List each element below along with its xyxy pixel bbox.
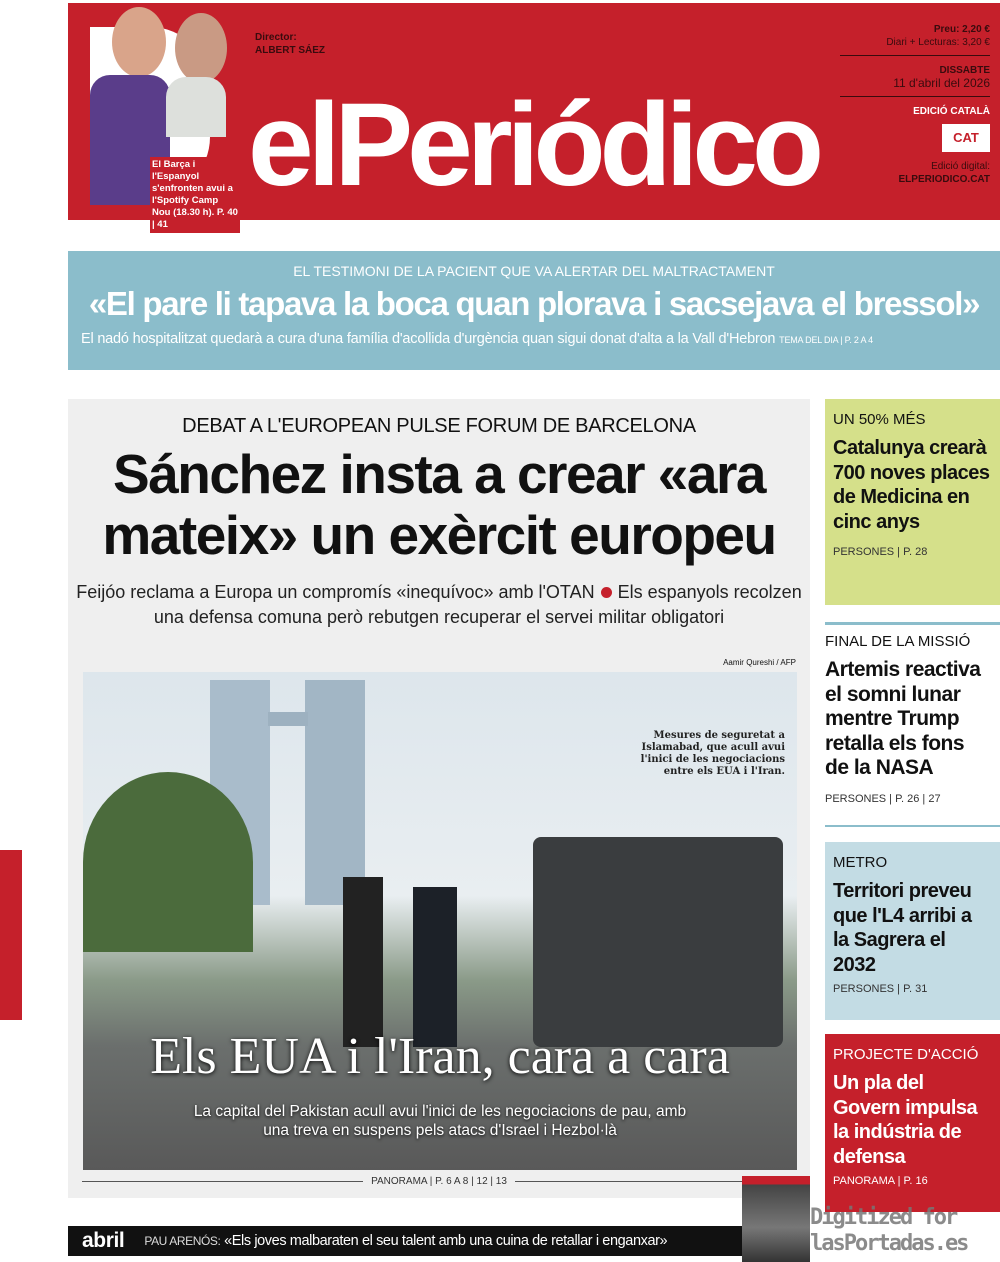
digital-label: Edició digital: xyxy=(931,161,990,172)
photo-subheadline: La capital del Pakistan acull avui l'inici de les negociacions de pau, amb una treva en suspens pels atacs d'Israel i Hezbol·là xyxy=(193,1103,687,1139)
page-ref: TEMA DEL DIA | P. 2 A 4 xyxy=(779,335,873,345)
price-bundle: Diari + Lecturas: 3,20 € xyxy=(886,37,990,48)
subheadline-text: El nadó hospitalitzat quedarà a cura d'una família d'acollida d'urgència quan sigui donat d'alta a la Vall d'Hebron xyxy=(81,331,776,347)
page-ref: PERSONES | P. 26 | 27 xyxy=(825,792,941,805)
director-name: ALBERT SÁEZ xyxy=(255,45,325,56)
masthead xyxy=(68,3,1000,230)
author: PAU ARENÓS: xyxy=(144,1234,221,1248)
side-story-defensa[interactable] xyxy=(825,1034,1000,1212)
subheadline xyxy=(68,331,1000,347)
kicker: METRO xyxy=(833,854,888,871)
bullet-icon xyxy=(601,587,612,598)
side-story-medicina[interactable] xyxy=(825,399,1000,605)
lead-photo[interactable] xyxy=(83,672,797,1170)
edition-info xyxy=(840,23,990,186)
director xyxy=(255,31,325,57)
kicker: FINAL DE LA MISSIÓ xyxy=(825,633,971,650)
logo[interactable]: elPeriódico xyxy=(248,79,819,211)
headline[interactable]: «El pare li tapava la boca quan plorava i sacsejava el bressol» xyxy=(88,285,980,322)
director-label: Director: xyxy=(255,32,297,43)
photo-headline[interactable]: Els EUA i l'Iran, cara a cara xyxy=(150,1028,730,1085)
kicker: UN 50% MÉS xyxy=(833,411,926,428)
headline[interactable]: Sánchez insta a crear «ara mateix» un exèrcit europeu xyxy=(102,443,776,566)
date: 11 d'abril del 2026 xyxy=(893,76,990,90)
left-red-bar xyxy=(0,850,22,1020)
headline[interactable]: Un pla del Govern impulsa la indústria de defensa xyxy=(833,1072,978,1168)
magazine-cover[interactable] xyxy=(742,1176,810,1262)
page-ref: PANORAMA | P. 16 xyxy=(833,1175,928,1187)
kicker: EL TESTIMONI DE LA PACIENT QUE VA ALERTAR DEL MALTRACTAMENT xyxy=(293,263,775,279)
photo-credit: Aamir Qureshi / AFP xyxy=(723,658,796,667)
lead-story xyxy=(68,399,810,1198)
side-story-artemis[interactable] xyxy=(825,622,1000,827)
weekday: DISSABTE xyxy=(939,65,990,76)
edition: EDICIÓ CATALÀ xyxy=(913,106,990,117)
top-story-band[interactable] xyxy=(68,251,1000,370)
divider xyxy=(840,96,990,97)
page-ref xyxy=(82,1176,796,1187)
headline[interactable]: Catalunya crearà 700 noves places de Medicina en cinc anys xyxy=(833,437,990,533)
page-ref: PERSONES | P. 28 xyxy=(833,546,928,558)
kicker: PROJECTE D'ACCIÓ xyxy=(833,1046,979,1063)
digital-url[interactable]: ELPERIODICO.CAT xyxy=(898,174,990,185)
side-story-metro[interactable] xyxy=(825,842,1000,1020)
brand: abril xyxy=(82,1229,125,1252)
photo-caption[interactable]: El Barça i l'Espanyol s'enfronten avui a l'Spotify Camp Nou (18.30 h). P. 40 | 41 xyxy=(150,157,240,233)
watermark: Digitized for lasPortadas.es xyxy=(810,1205,968,1256)
headline[interactable]: Artemis reactiva el somni lunar mentre Trump retalla els fons de la NASA xyxy=(825,658,981,779)
page-ref: PERSONES | P. 31 xyxy=(833,983,928,995)
page-ref-text: PANORAMA | P. 6 A 8 | 12 | 13 xyxy=(371,1176,507,1187)
kicker: DEBAT A L'EUROPEAN PULSE FORUM DE BARCELONA xyxy=(182,415,696,437)
edition-badge[interactable]: CAT xyxy=(942,124,990,152)
subheadline xyxy=(68,580,810,630)
bottom-promo[interactable] xyxy=(68,1226,745,1256)
sub-1: Feijóo reclama a Europa un compromís «inequívoc» amb l'OTAN xyxy=(76,582,595,602)
divider xyxy=(840,55,990,56)
photo-caption: Mesures de seguretat a Islamabad, que acull avui l'inici de les negociacions entre els EUA i l'Iran. xyxy=(640,730,785,777)
price: Preu: 2,20 € xyxy=(933,24,990,35)
quote[interactable]: «Els joves malbaraten el seu talent amb una cuina de retallar i enganxar» xyxy=(224,1233,668,1249)
sub-2: Els espanyols recolzen una defensa comuna però rebutgen recuperar el servei militar obligatori xyxy=(153,582,802,627)
headline[interactable]: Territori preveu que l'L4 arribi a la Sagrera el 2032 xyxy=(833,880,972,976)
